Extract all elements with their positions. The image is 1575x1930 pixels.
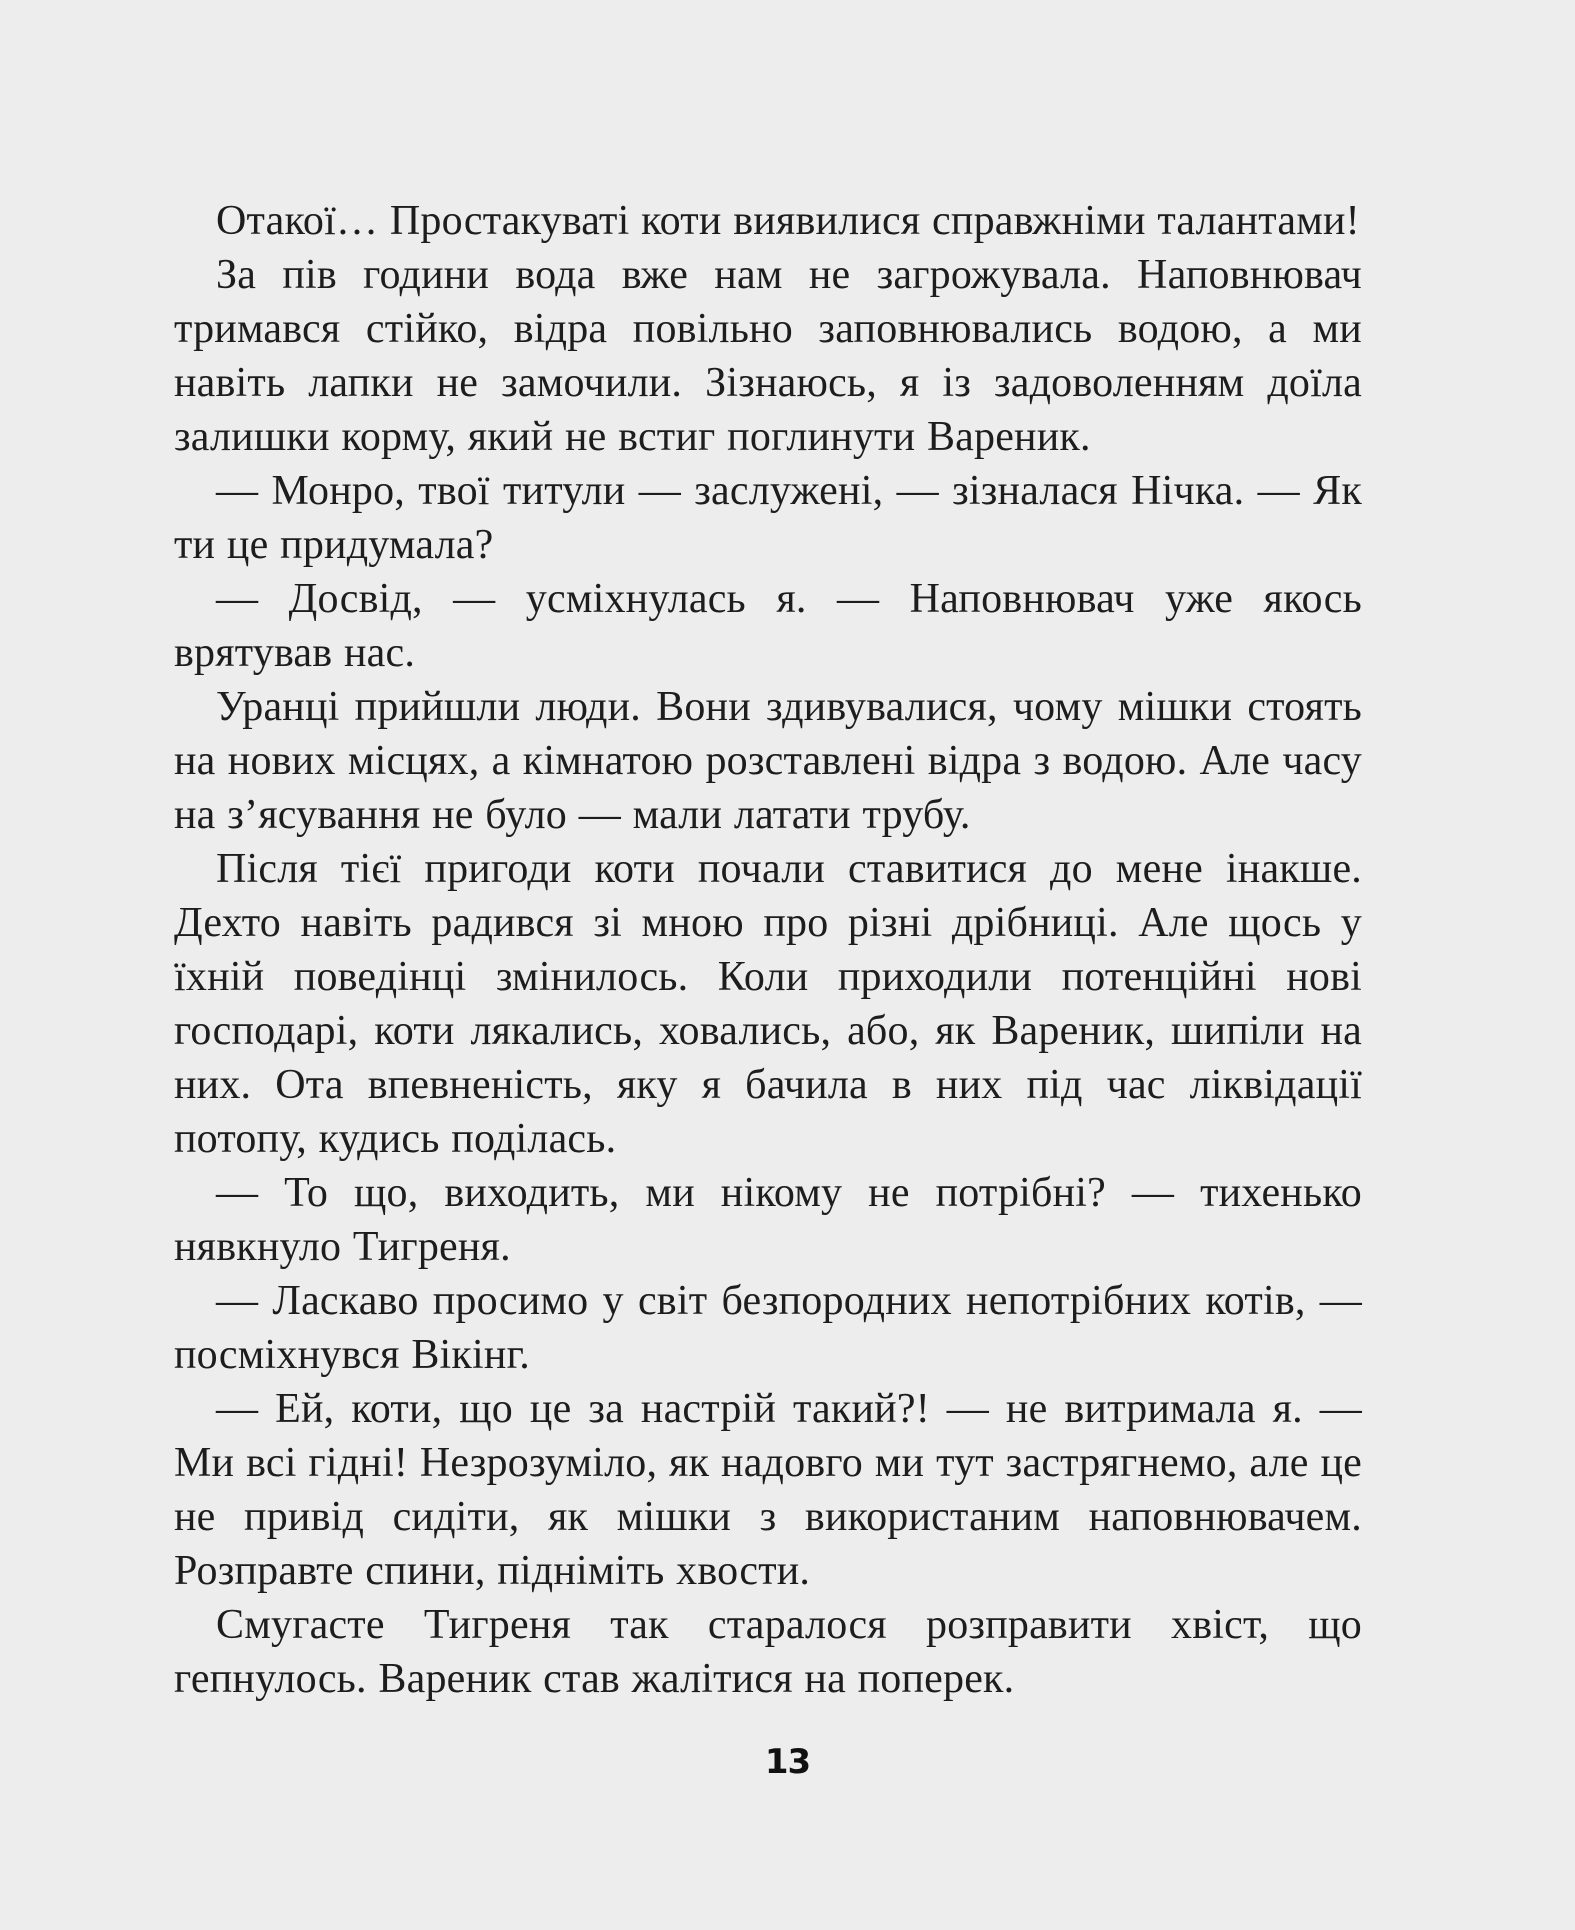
paragraph: За пів години вода вже нам не загрожувала. Наповнювач тримався стійко, відра повільно заповнювались водою, а ми навіть лапки не замочили. Зізнаюсь, я із задоволенням доїла залишки корму, який не встиг поглинути Вареник. <box>174 252 1362 460</box>
paragraph: Смугасте Тигреня так старалося розправити хвіст, що гепнулось. Вареник став жалітися на поперек. <box>174 1602 1362 1702</box>
body-text <box>174 194 1362 1706</box>
paragraph: — Досвід, — усміхнулась я. — Наповнювач уже якось врятував нас. <box>174 576 1362 676</box>
paragraph: — Ласкаво просимо у світ безпородних непотрібних котів, — посміхнувся Вікінг. <box>174 1278 1362 1378</box>
paragraph: Уранці прийшли люди. Вони здивувалися, чому мішки стоять на нових місцях, а кімнатою розставлені відра з водою. Але часу на з’ясування не було — мали латати трубу. <box>174 684 1362 838</box>
paragraph: — Монро, твої титули — заслужені, — зізналася Нічка. — Як ти це придумала? <box>174 468 1362 568</box>
paragraph: — То що, виходить, ми нікому не потрібні? — тихенько нявкнуло Тигреня. <box>174 1170 1362 1270</box>
page-number: 13 <box>764 1742 811 1782</box>
paragraph: Отакої… Простакуваті коти виявилися справжніми талантами! <box>216 198 1360 244</box>
paragraph: — Ей, коти, що це за настрій такий?! — не витримала я. — Ми всі гідні! Незрозуміло, як надовго ми тут застрягнемо, але це не привід сидіти, як мішки з використаним наповнювачем. Розправте спини, підніміть хвости. <box>174 1386 1362 1594</box>
paragraph: Після тієї пригоди коти почали ставитися до мене інакше. Дехто навіть радився зі мною про різні дрібниці. Але щось у їхній поведінці змінилось. Коли приходили потенційні нові господарі, коти лякались, ховались, або, як Вареник, шипіли на них. Ота впевненість, яку я бачила в них під час ліквідації потопу, кудись поділась. <box>174 846 1362 1162</box>
